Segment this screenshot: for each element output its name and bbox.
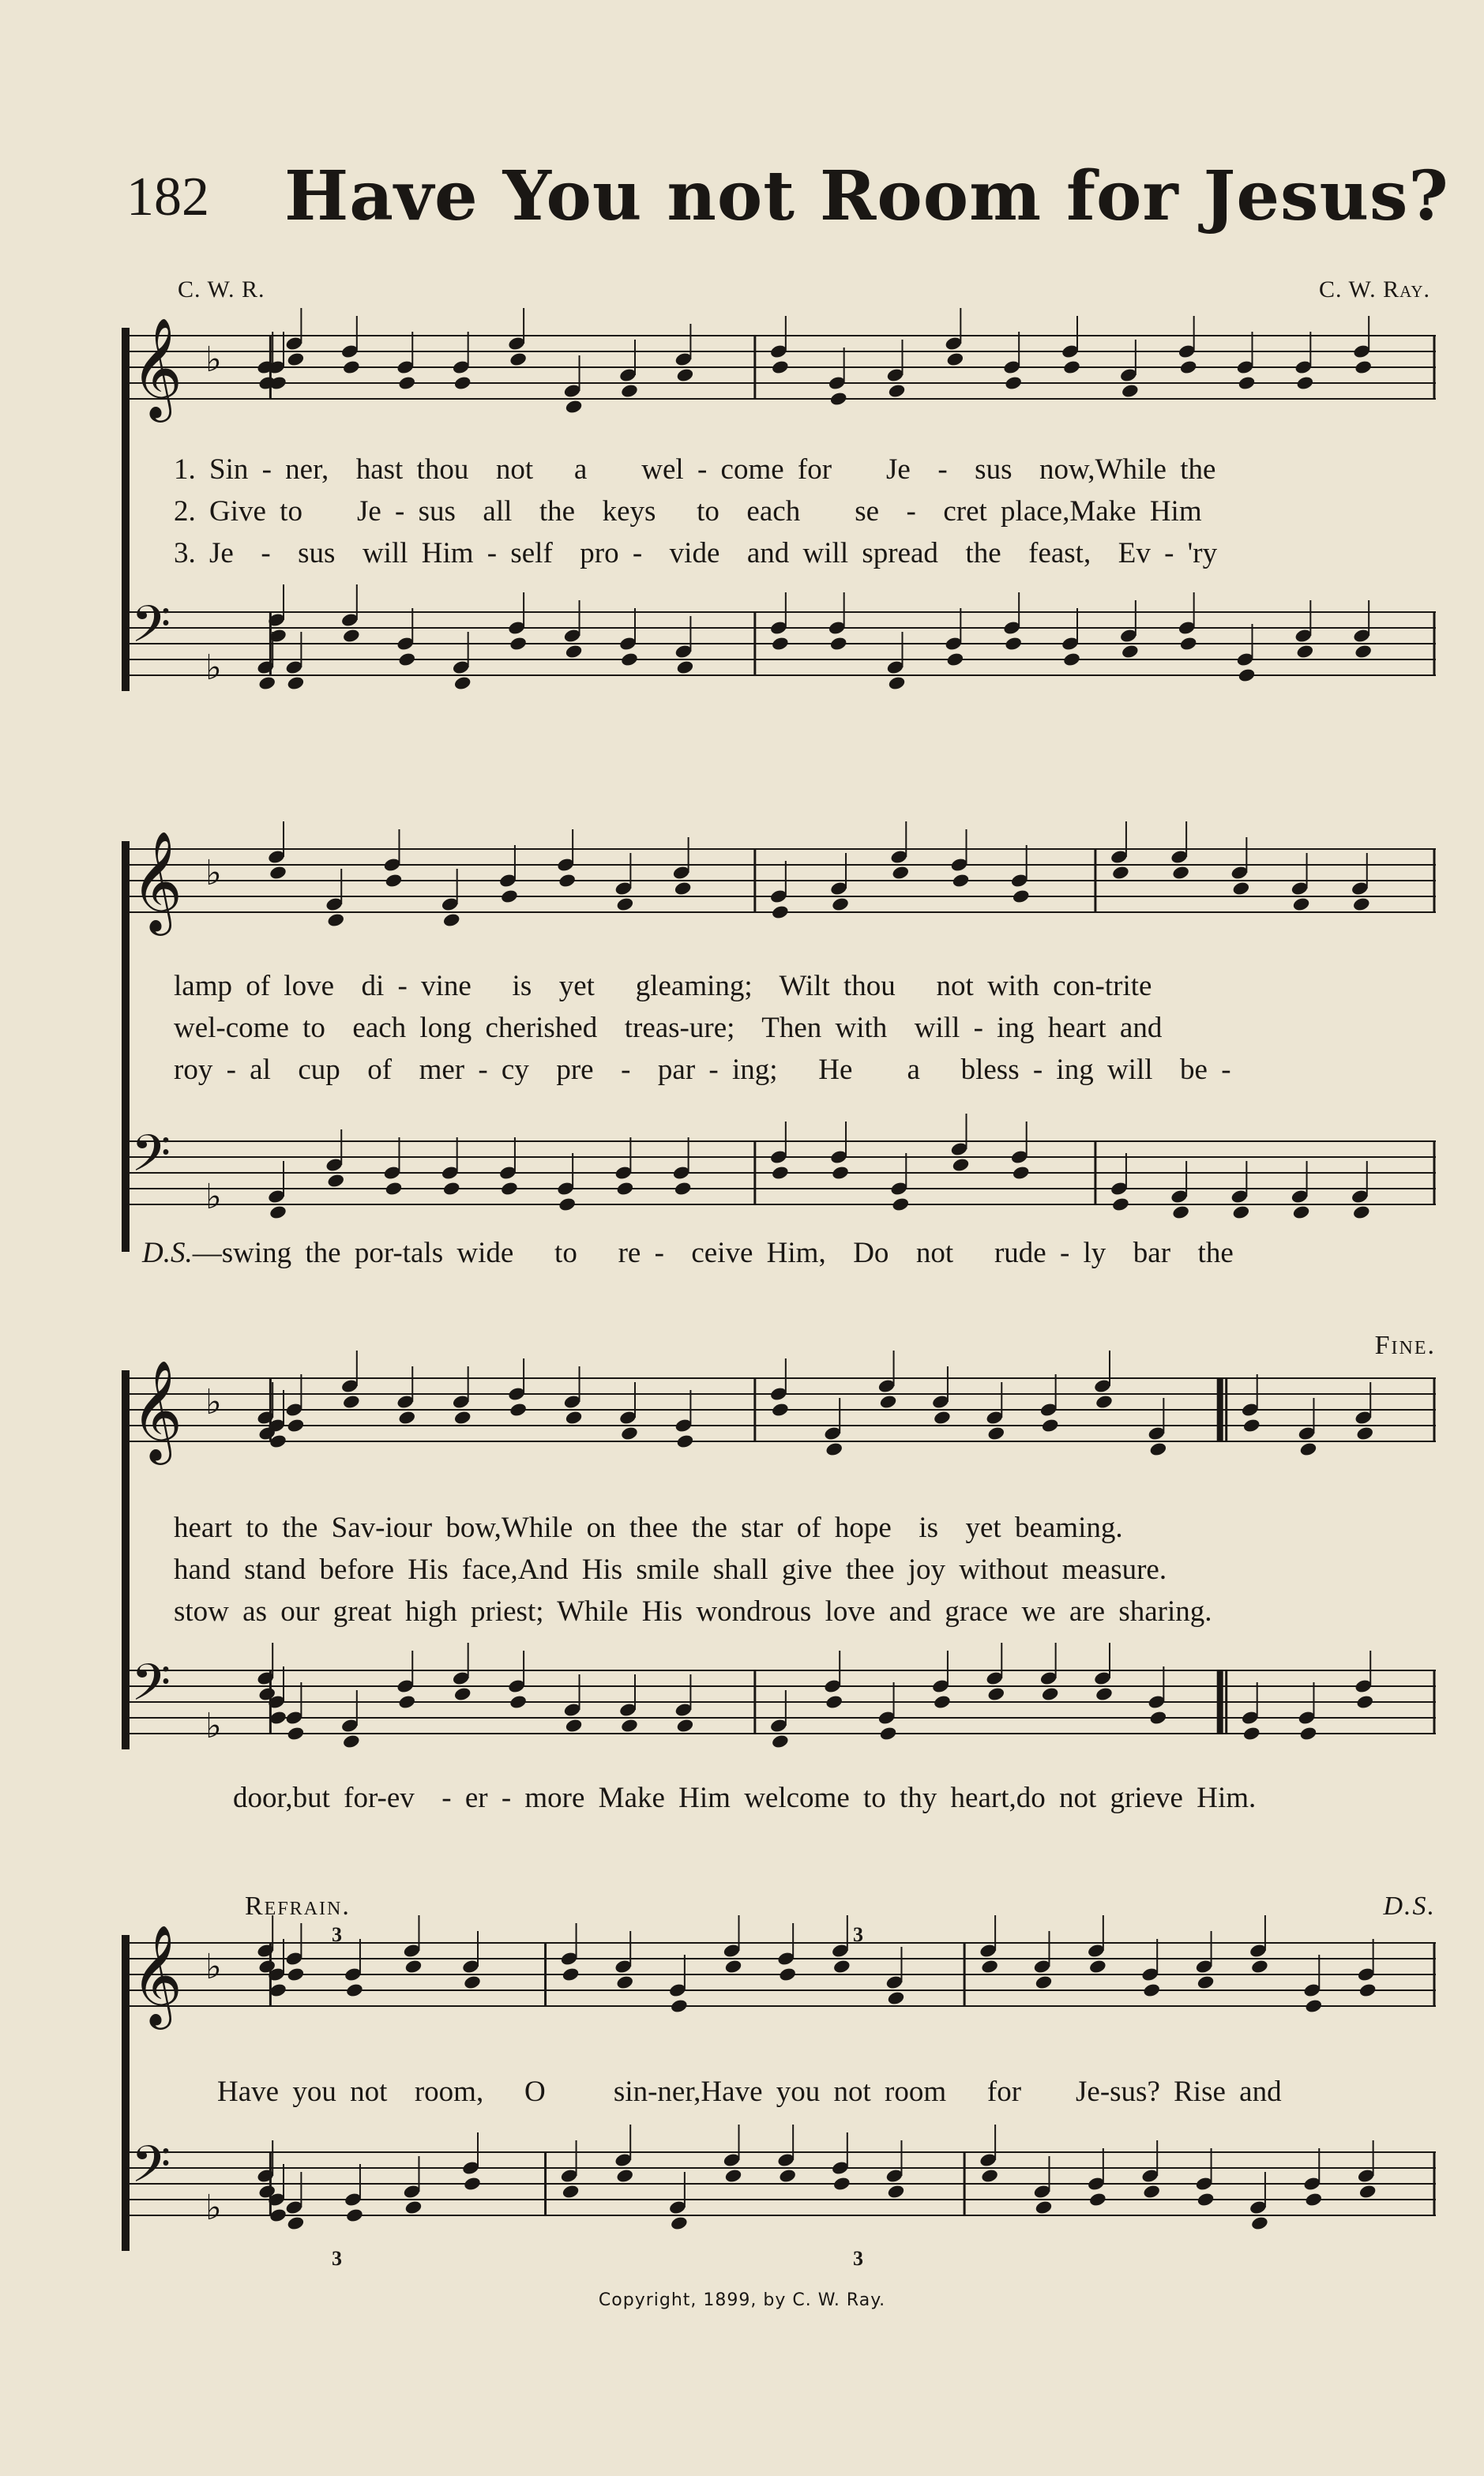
note-head (616, 896, 635, 912)
note-head (269, 1204, 287, 1220)
note-head (1149, 1710, 1168, 1726)
bass-clef-icon: 𝄢 (131, 1125, 171, 1196)
note-head (1142, 1982, 1161, 1998)
note-head (1242, 1726, 1261, 1741)
note-head (620, 383, 639, 399)
note-head (986, 1426, 1005, 1441)
note-head (442, 1181, 461, 1197)
note-head (891, 865, 910, 881)
note-head (829, 391, 848, 407)
note-head (831, 896, 850, 912)
note-head (404, 2200, 423, 2215)
note-head (326, 1173, 345, 1189)
final-bar-line (1217, 1670, 1223, 1734)
note-head (509, 636, 528, 652)
note-head (674, 1181, 693, 1197)
note-head (1292, 1204, 1311, 1220)
note-head (558, 1197, 577, 1212)
note-head (825, 1441, 843, 1457)
note-head (257, 675, 276, 691)
note-head (724, 2168, 743, 2184)
note-head (676, 367, 695, 383)
flat-sign-icon: ♭ (205, 2188, 222, 2228)
lyric-verse-2: hand stand before His face,And His smile shall give thee joy without measure. (174, 1554, 1167, 1586)
note-head (831, 1165, 850, 1181)
note-head (1012, 1165, 1031, 1181)
flat-sign-icon: ♭ (205, 648, 222, 688)
note-head (287, 2215, 306, 2231)
note-head (1121, 644, 1140, 659)
note-head (1232, 881, 1251, 896)
note-head (1354, 359, 1373, 375)
note-head (287, 351, 306, 367)
note-head (287, 1418, 306, 1433)
note-head (1352, 896, 1371, 912)
note-head (463, 2176, 482, 2192)
flat-sign-icon: ♭ (205, 1382, 222, 1422)
note-head (980, 1959, 999, 1974)
note-head (778, 2168, 797, 2184)
note-head (1179, 359, 1198, 375)
note-head (1088, 2192, 1107, 2207)
note-head (946, 351, 965, 367)
lyric-verse-1: lamp of love di - vine is yet gleaming; Wilt thou not with con-trite (174, 970, 1152, 1002)
bass-staff (126, 596, 1436, 691)
note-head (946, 652, 965, 667)
note-head (1062, 359, 1081, 375)
bass-clef-icon: 𝄢 (131, 2136, 171, 2207)
note-head (1088, 1959, 1107, 1974)
note-head (1197, 2192, 1215, 2207)
note-head (397, 652, 416, 667)
note-head (326, 912, 345, 928)
note-head (676, 659, 695, 675)
note-head (1299, 1726, 1318, 1741)
treble-clef-icon: 𝄞 (131, 1359, 183, 1460)
note-head (1035, 1974, 1054, 1990)
note-head (397, 1694, 416, 1710)
triplet-mark: 3 (332, 2247, 342, 2270)
note-head (952, 873, 971, 889)
note-head (500, 1181, 519, 1197)
treble-clef-icon: 𝄞 (131, 1924, 183, 2025)
note-head (888, 383, 907, 399)
note-head (1062, 652, 1081, 667)
note-head (1012, 889, 1031, 904)
note-head (287, 1967, 306, 1982)
note-head (565, 399, 584, 415)
note-head (620, 1426, 639, 1441)
note-head (1355, 1694, 1374, 1710)
note-head (1352, 1204, 1371, 1220)
music-system-1 (126, 312, 1436, 707)
note-head (287, 1726, 306, 1741)
treble-clef-icon: 𝄞 (131, 830, 183, 931)
words-credit: C. W. R. (178, 276, 265, 302)
note-head (453, 375, 472, 391)
note-head (980, 2168, 999, 2184)
flat-sign-icon: ♭ (205, 1177, 222, 1217)
note-head (1041, 1418, 1060, 1433)
note-head (1035, 2200, 1054, 2215)
fine-marker: Fine. (1374, 1331, 1436, 1360)
note-head (453, 1686, 472, 1702)
note-head (565, 644, 584, 659)
triplet-mark: 3 (853, 2247, 863, 2270)
note-head (1179, 636, 1198, 652)
note-head (952, 1157, 971, 1173)
note-head (724, 1959, 743, 1974)
note-head (771, 359, 790, 375)
flat-sign-icon: ♭ (205, 1947, 222, 1987)
note-head (257, 375, 276, 391)
ds-marker: D.S. (1383, 1892, 1436, 1921)
note-head (891, 1197, 910, 1212)
note-head (342, 1734, 361, 1749)
music-system-4 (126, 1892, 1436, 2271)
note-head (500, 889, 519, 904)
note-head (620, 652, 639, 667)
treble-staff (126, 1924, 1436, 2025)
note-head (345, 2207, 364, 2223)
note-head (1355, 1426, 1374, 1441)
note-head (453, 675, 472, 691)
note-head (269, 865, 287, 881)
note-head (385, 873, 404, 889)
lyric-da-segno (142, 1236, 1404, 1271)
refrain-marker: Refrain. (245, 1892, 351, 1921)
music-system-3 (126, 1331, 1436, 1836)
lyric-verse-3: stow as our great high priest; While His wondrous love and grace we are sharing. (174, 1595, 1212, 1628)
note-head (616, 1181, 635, 1197)
note-head (670, 2215, 689, 2231)
note-head (397, 375, 416, 391)
note-head (771, 1165, 790, 1181)
note-head (345, 1982, 364, 1998)
note-head (1238, 375, 1257, 391)
note-head (670, 1998, 689, 2014)
note-head (397, 1410, 416, 1426)
note-head (1299, 1441, 1318, 1457)
note-head (1142, 2184, 1161, 2200)
note-head (1111, 865, 1130, 881)
lyric-verse-2: wel-come to each long cherished treas-ure; Then with will - ing heart and (174, 1012, 1163, 1044)
note-head (1004, 636, 1023, 652)
note-head (562, 2184, 580, 2200)
treble-staff (126, 830, 1436, 931)
note-head (778, 1967, 797, 1982)
note-head (771, 1734, 790, 1749)
bass-staff (126, 1125, 1436, 1220)
note-head (1296, 644, 1315, 659)
flat-sign-icon: ♭ (205, 1706, 222, 1746)
note-head (453, 1410, 472, 1426)
note-head (1232, 1204, 1251, 1220)
lyric-verse-3: roy - al cup of mer - cy pre - par - ing; He a bless - ing will be - (174, 1054, 1231, 1086)
note-head (933, 1694, 952, 1710)
note-head (1171, 865, 1190, 881)
triplet-mark: 3 (332, 1923, 342, 1946)
note-head (509, 351, 528, 367)
music-credit: C. W. Ray. (1319, 276, 1430, 302)
note-head (1242, 1418, 1261, 1433)
lyric-verse-1: 1. Sin - ner, hast thou not a wel - come for Je - sus now,While the (174, 453, 1216, 486)
note-head (558, 873, 577, 889)
note-head (832, 1959, 851, 1974)
note-head (1121, 383, 1140, 399)
treble-staff (126, 317, 1436, 418)
note-head (615, 1974, 634, 1990)
note-head (829, 636, 848, 652)
lyric-verse-2: 2. Give to Je - sus all the keys to each se - cret place,Make Him (174, 495, 1202, 528)
bass-clef-icon: 𝄢 (131, 1654, 171, 1725)
note-head (771, 904, 790, 920)
flat-sign-icon: ♭ (205, 340, 222, 380)
note-head (1358, 2184, 1377, 2200)
final-bar-line (1217, 1378, 1223, 1441)
lyric-verse-1: heart to the Sav-iour bow,While on thee the star of hope is yet beaming. (174, 1512, 1123, 1544)
note-head (562, 1967, 580, 1982)
note-head (1354, 644, 1373, 659)
note-head (342, 1394, 361, 1410)
note-head (676, 1433, 695, 1449)
treble-clef-icon: 𝄞 (131, 317, 183, 418)
note-head (342, 628, 361, 644)
note-head (933, 1410, 952, 1426)
note-head (1296, 375, 1315, 391)
note-head (676, 1718, 695, 1734)
note-head (287, 675, 306, 691)
note-head (342, 359, 361, 375)
note-head (1304, 2192, 1323, 2207)
note-head (1095, 1394, 1114, 1410)
hymn-number: 182 (126, 167, 209, 227)
note-head (1304, 1998, 1323, 2014)
copyright-notice: Copyright, 1899, by C. W. Ray. (598, 2290, 886, 2310)
note-head (879, 1726, 898, 1741)
note-head (771, 636, 790, 652)
note-head (1358, 1982, 1377, 1998)
note-head (565, 1410, 584, 1426)
note-head (442, 912, 461, 928)
note-head (509, 1402, 528, 1418)
note-head (887, 1990, 906, 2006)
note-head (1004, 375, 1023, 391)
note-head (509, 1694, 528, 1710)
note-head (404, 1959, 423, 1974)
lyric-refrain-end: door,but for-ev - er - more Make Him welcome to thy heart,do not grieve Him. (233, 1782, 1257, 1814)
hymn-title: Have You not Room for Jesus? (284, 156, 1449, 236)
note-head (463, 1974, 482, 1990)
note-head (1250, 1959, 1269, 1974)
music-system-2 (126, 817, 1436, 1291)
note-head (1149, 1441, 1168, 1457)
note-head (887, 2184, 906, 2200)
note-head (888, 675, 907, 691)
note-head (771, 1402, 790, 1418)
note-head (825, 1694, 843, 1710)
note-head (1238, 667, 1257, 683)
ds-prefix: D.S. (142, 1237, 193, 1269)
note-head (1171, 1204, 1190, 1220)
note-head (1292, 896, 1311, 912)
note-head (615, 2168, 634, 2184)
note-head (832, 2176, 851, 2192)
note-head (1111, 1197, 1130, 1212)
ds-lyric: —swing the por-tals wide to re - ceive Him, Do not rude - ly bar the (192, 1237, 1234, 1269)
bass-staff (126, 1654, 1436, 1749)
lyric-refrain: Have you not room, O sin-ner,Have you not room for Je-sus? Rise and (217, 2076, 1282, 2108)
note-head (1197, 1974, 1215, 1990)
note-head (1041, 1686, 1060, 1702)
note-head (385, 1181, 404, 1197)
note-head (674, 881, 693, 896)
note-head (986, 1686, 1005, 1702)
lyric-verse-3: 3. Je - sus will Him - self pro - vide and will spread the feast, Ev - 'ry (174, 537, 1218, 569)
triplet-mark: 3 (853, 1923, 863, 1946)
note-head (1250, 2215, 1269, 2231)
note-head (620, 1718, 639, 1734)
bass-clef-icon: 𝄢 (131, 596, 171, 667)
note-head (879, 1394, 898, 1410)
treble-staff (126, 1359, 1436, 1460)
note-head (565, 1718, 584, 1734)
bass-staff (126, 2136, 1436, 2231)
flat-sign-icon: ♭ (205, 853, 222, 893)
note-head (1095, 1686, 1114, 1702)
